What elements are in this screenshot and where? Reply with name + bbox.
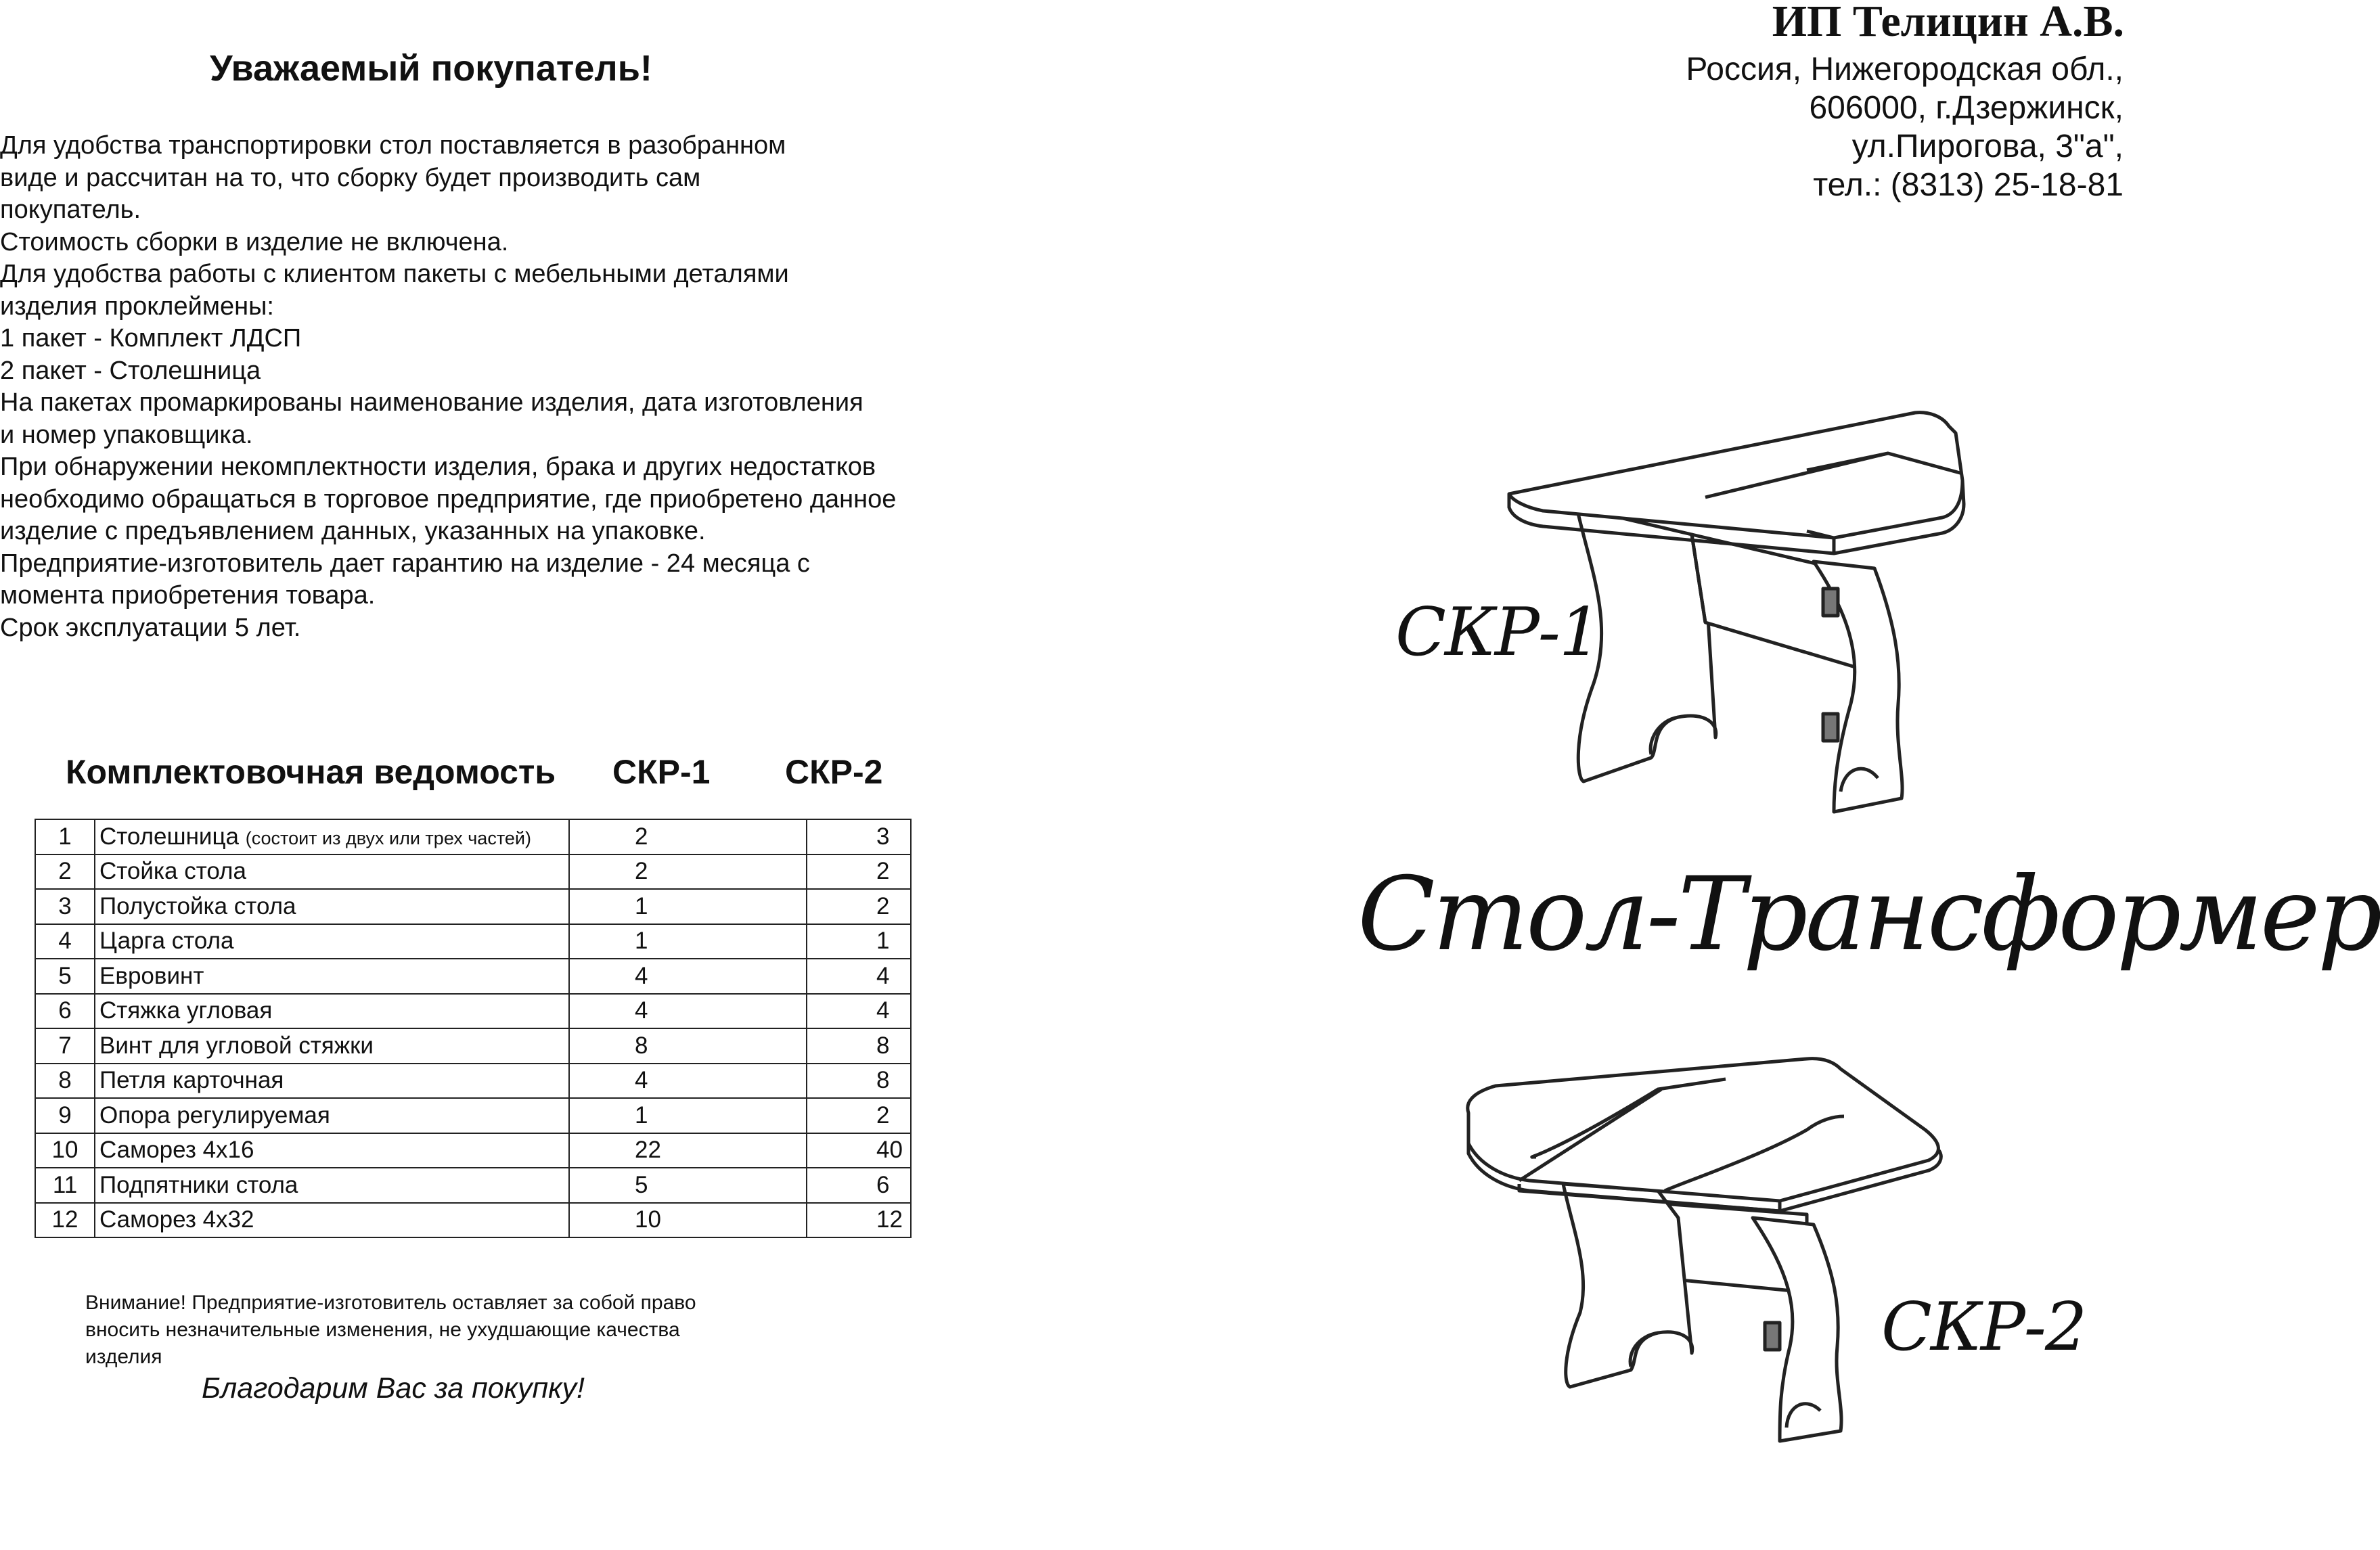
part-name: Петля карточная [95,1064,569,1099]
row-number: 10 [35,1133,95,1168]
qty-skr1: 4 [569,1064,807,1099]
part-name: Саморез 4х32 [95,1203,569,1238]
intro-line: При обнаружении некомплектности изделия, брака и других недостатков [0,453,876,481]
row-number: 3 [35,889,95,924]
column-header-skr1: СКР-1 [612,753,711,791]
row-number: 4 [35,924,95,959]
qty-skr2: 3 [807,819,911,854]
intro-line: Для удобства работы с клиентом пакеты с мебельными деталями [0,260,789,288]
row-number: 11 [35,1168,95,1203]
thanks-text: Благодарим Вас за покупку! [202,1372,585,1405]
qty-skr2: 40 [807,1133,911,1168]
part-name: Стойка стола [95,854,569,890]
table-skr1-drawing [1489,399,2030,846]
qty-skr1: 1 [569,889,807,924]
row-number: 8 [35,1064,95,1099]
intro-line: Предприятие-изготовитель дает гарантию на изделие - 24 месяца с [0,549,810,578]
row-number: 2 [35,854,95,890]
row-number: 5 [35,959,95,994]
qty-skr1: 22 [569,1133,807,1168]
intro-line: момента приобретения товара. [0,581,376,610]
intro-line: и номер упаковщика. [0,420,253,449]
part-name: Винт для угловой стяжки [95,1028,569,1064]
label-skr1: СКР-1 [1395,594,1600,671]
row-number: 7 [35,1028,95,1064]
qty-skr2: 4 [807,994,911,1029]
table-row [35,1098,911,1133]
row-number: 6 [35,994,95,1029]
parts-table [35,819,912,1238]
qty-skr1: 8 [569,1028,807,1064]
intro-line: виде и рассчитан на то, что сборку будет производить сам [0,163,701,192]
qty-skr1: 1 [569,924,807,959]
qty-skr2: 6 [807,1168,911,1203]
table-row [35,819,911,854]
part-name: Стяжка угловая [95,994,569,1029]
disclaimer-note [85,1290,696,1371]
qty-skr2: 2 [807,1098,911,1133]
table-row [35,924,911,959]
part-name: Саморез 4х16 [95,1133,569,1168]
intro-line: Стоимость сборки в изделие не включена. [0,227,509,256]
intro-line: изделия проклеймены: [0,292,274,321]
part-note: (состоит из двух или трех частей) [245,827,531,848]
qty-skr1: 4 [569,959,807,994]
table-row [35,1133,911,1168]
intro-line: 1 пакет - Комплект ЛДСП [0,324,302,352]
table-row [35,994,911,1029]
product-title: Стол-Трансформер [1357,856,2380,974]
address-line: Россия, Нижегородская обл., [1686,51,2124,87]
row-number: 12 [35,1203,95,1238]
intro-line: изделие с предъявлением данных, указанных на упаковке. [0,517,706,545]
qty-skr2: 8 [807,1028,911,1064]
qty-skr1: 5 [569,1168,807,1203]
table-row [35,959,911,994]
company-name: ИП Телицин А.В. [1772,0,2124,46]
note-line: изделия [85,1346,162,1368]
greeting-heading: Уважаемый покупатель! [210,48,652,89]
address-line: 606000, г.Дзержинск, [1809,90,2124,126]
table-row [35,889,911,924]
address-line: ул.Пирогова, 3"а", [1851,129,2124,164]
qty-skr2: 2 [807,854,911,890]
address-line: тел.: (8313) 25-18-81 [1813,167,2124,203]
qty-skr2: 8 [807,1064,911,1099]
vedomost-title: Комплектовочная ведомость [66,753,556,791]
row-number: 9 [35,1098,95,1133]
table-row [35,1028,911,1064]
qty-skr2: 12 [807,1203,911,1238]
qty-skr2: 2 [807,889,911,924]
part-name: Столешница (состоит из двух или трех частей) [95,819,569,854]
qty-skr1: 10 [569,1203,807,1238]
table-row [35,1064,911,1099]
table-row [35,1168,911,1203]
intro-line: покупатель. [0,196,141,224]
qty-skr2: 4 [807,959,911,994]
intro-line: Для удобства транспортировки стол поставляется в разобранном [0,131,786,160]
intro-line: необходимо обращаться в торговое предприятие, где приобретено данное [0,484,897,514]
intro-line: На пакетах промаркированы наименование изделия, дата изготовления [0,388,863,417]
column-header-skr2: СКР-2 [785,753,883,791]
qty-skr1: 2 [569,854,807,890]
note-line: Внимание! Предприятие-изготовитель оставляет за собой право [85,1292,696,1314]
qty-skr1: 4 [569,994,807,1029]
intro-line: Срок эксплуатации 5 лет. [0,613,301,642]
company-address [1686,50,2124,204]
intro-text [0,130,896,644]
part-name: Евровинт [95,959,569,994]
qty-skr1: 2 [569,819,807,854]
row-number: 1 [35,819,95,854]
table-row [35,1203,911,1238]
intro-line: 2 пакет - Столешница [0,356,261,385]
part-name: Полустойка стола [95,889,569,924]
qty-skr1: 1 [569,1098,807,1133]
part-name: Царга стола [95,924,569,959]
label-skr2: СКР-2 [1881,1289,2086,1366]
part-name: Опора регулируемая [95,1098,569,1133]
table-row [35,854,911,890]
table-skr2-drawing [1455,1062,1983,1455]
part-name: Подпятники стола [95,1168,569,1203]
qty-skr2: 1 [807,924,911,959]
note-line: вносить незначительные изменения, не ухудшающие качества [85,1319,680,1341]
